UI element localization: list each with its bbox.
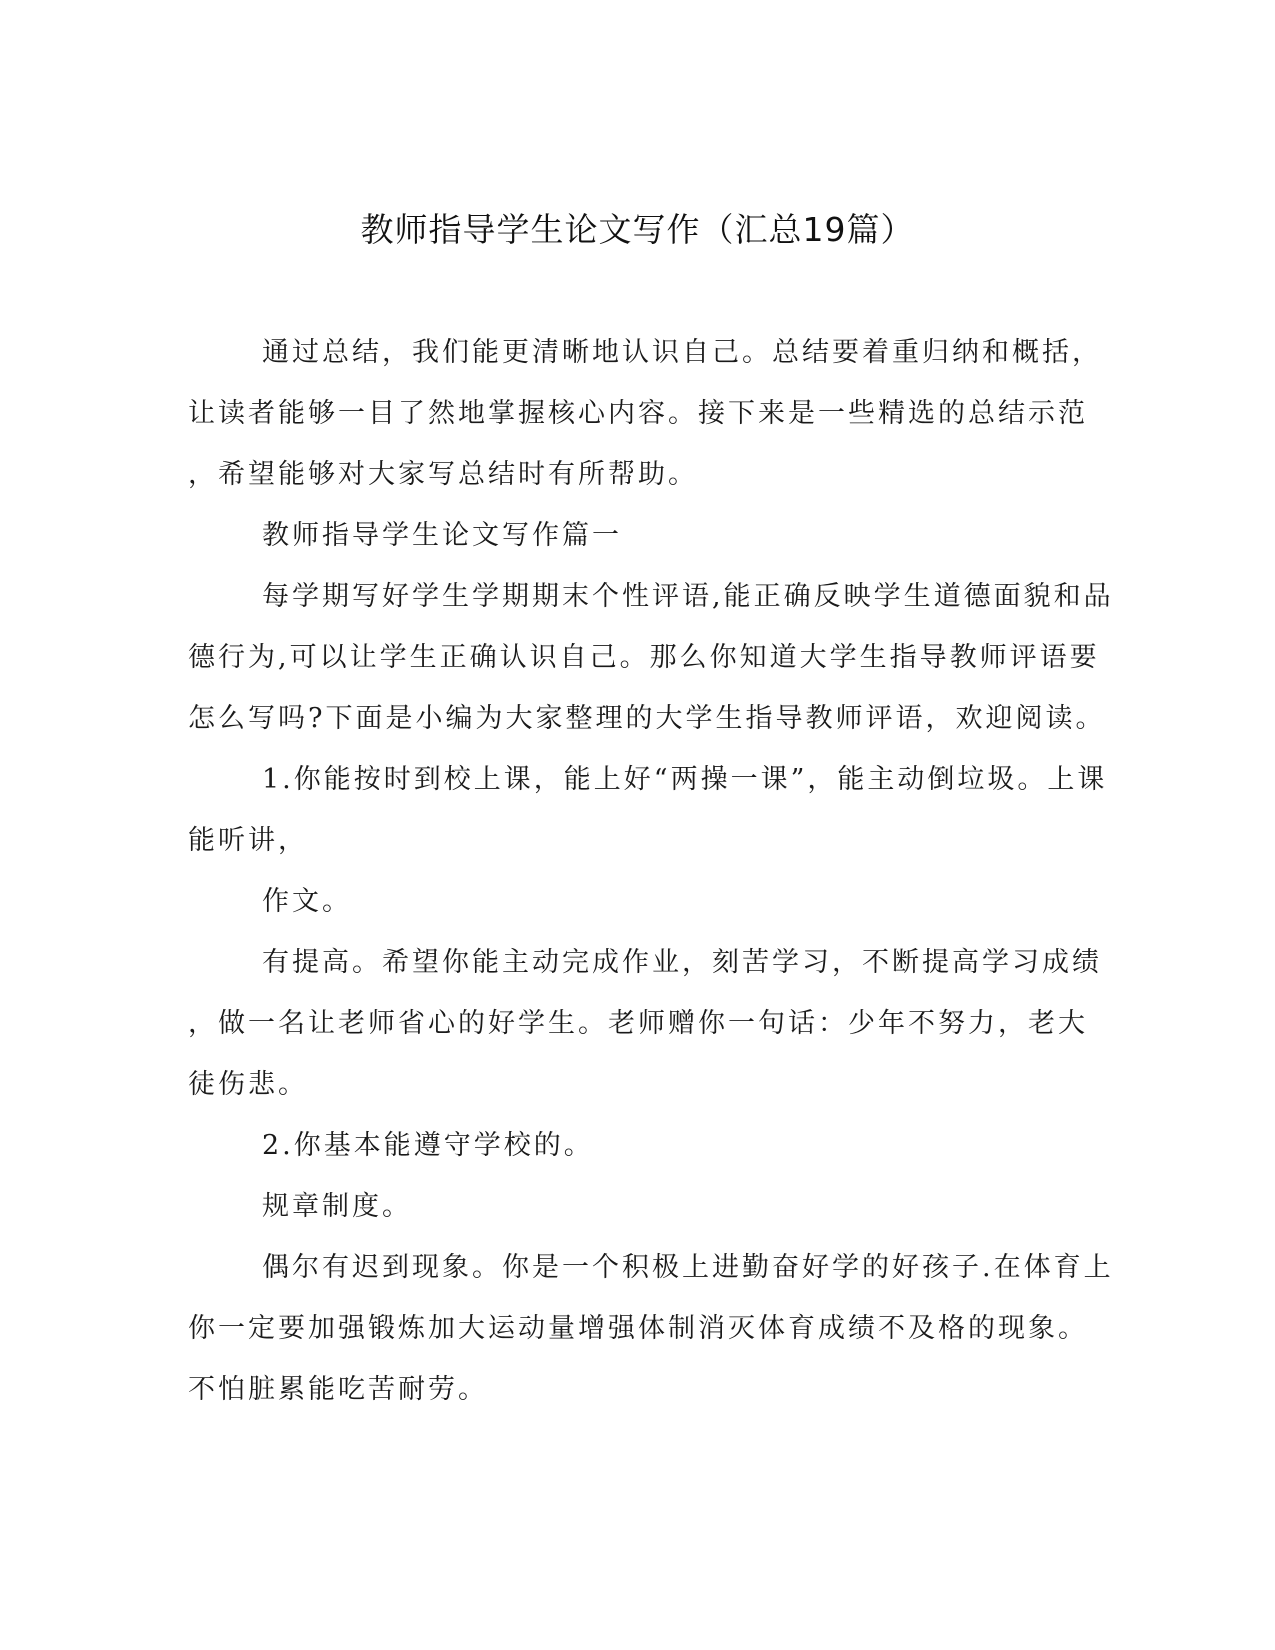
paragraph-line: 你一定要加强锻炼加大运动量增强体制消灭体育成绩不及格的现象。 bbox=[188, 1313, 1088, 1344]
paragraph-line: 教师指导学生论文写作篇一 bbox=[262, 520, 622, 551]
paragraph-line: ，做一名让老师省心的好学生。老师赠你一句话：少年不努力，老大 bbox=[188, 1008, 1088, 1039]
document-title: 教师指导学生论文写作（汇总19篇） bbox=[360, 210, 915, 249]
paragraph-line: 2.你基本能遵守学校的。 bbox=[262, 1130, 594, 1161]
document-body bbox=[188, 322, 1114, 1420]
paragraph-line: 偶尔有迟到现象。你是一个积极上进勤奋好学的好孩子.在体育上 bbox=[262, 1252, 1114, 1283]
paragraph-line: 每学期写好学生学期期末个性评语,能正确反映学生道德面貌和品 bbox=[262, 581, 1114, 612]
paragraph-line: 不怕脏累能吃苦耐劳。 bbox=[188, 1374, 488, 1405]
paragraph-line: 作文。 bbox=[262, 886, 352, 917]
paragraph-line: 让读者能够一目了然地掌握核心内容。接下来是一些精选的总结示范 bbox=[188, 398, 1088, 429]
paragraph-line: 能听讲， bbox=[188, 825, 308, 856]
paragraph-line: 有提高。希望你能主动完成作业，刻苦学习，不断提高学习成绩 bbox=[262, 947, 1102, 978]
paragraph-line: 怎么写吗?下面是小编为大家整理的大学生指导教师评语，欢迎阅读。 bbox=[188, 703, 1106, 734]
paragraph-line: 通过总结，我们能更清晰地认识自己。总结要着重归纳和概括， bbox=[262, 337, 1102, 368]
paragraph-line: 1.你能按时到校上课，能上好“两操一课”，能主动倒垃圾。上课 bbox=[262, 764, 1108, 795]
paragraph-line: ，希望能够对大家写总结时有所帮助。 bbox=[188, 459, 698, 490]
paragraph-line: 德行为,可以让学生正确认识自己。那么你知道大学生指导教师评语要 bbox=[188, 642, 1100, 673]
paragraph-line: 徒伤悲。 bbox=[188, 1069, 308, 1100]
paragraph-line: 规章制度。 bbox=[262, 1191, 412, 1222]
